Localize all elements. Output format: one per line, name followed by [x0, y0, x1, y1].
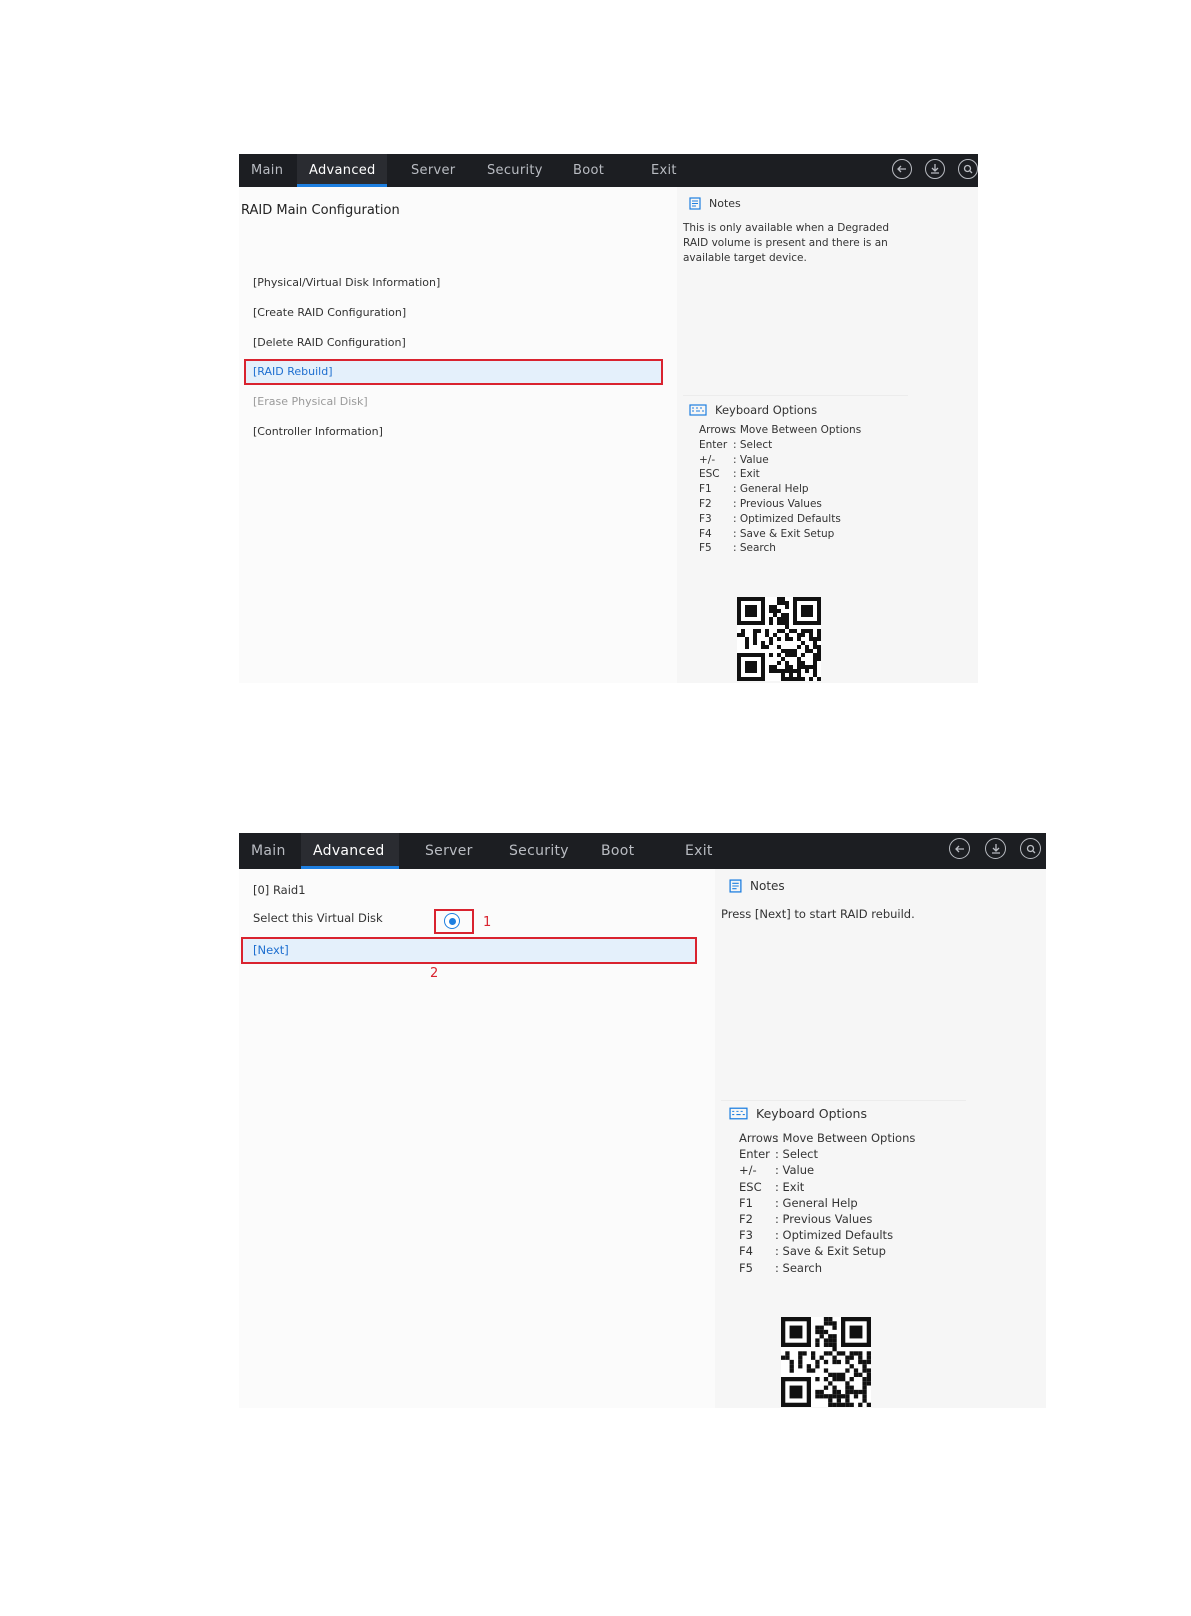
tab-server[interactable]: [399, 154, 469, 187]
tab-label: Exit: [685, 843, 713, 859]
keyboard-key: Arrows: [739, 1131, 779, 1145]
keyboard-option-row: [739, 1163, 814, 1177]
keyboard-option-row: [739, 1196, 858, 1210]
keyboard-key-description: : Move Between Options: [733, 424, 862, 436]
keyboard-key-description: : Previous Values: [733, 498, 822, 510]
tab-exit[interactable]: [639, 154, 699, 187]
keyboard-key: F5: [739, 1260, 753, 1275]
keyboard-option-row: [699, 424, 861, 436]
back-icon[interactable]: [892, 159, 912, 179]
keyboard-key-description: : Select: [733, 438, 773, 451]
menu-item-raid-rebuild[interactable]: [RAID Rebuild]: [253, 365, 333, 378]
virtual-disk-label: [0] Raid1: [253, 883, 306, 897]
notes-text: Press [Next] to start RAID rebuild.: [721, 907, 915, 921]
radio-dot: [449, 918, 456, 925]
screenshot-raid-main: [239, 154, 978, 683]
keyboard-key: Enter: [699, 438, 728, 451]
keyboard-key-description: : Select: [775, 1147, 819, 1162]
keyboard-option-row: [699, 528, 834, 540]
keyboard-option-row: [739, 1244, 886, 1258]
keyboard-key: +/-: [699, 453, 716, 466]
notes-text: This is only available when a Degraded RAID volume is present and there is an available target device.: [683, 222, 890, 264]
keyboard-key-description: : Search: [775, 1260, 823, 1275]
keyboard-key-description: : Value: [733, 453, 769, 466]
notes-title: Notes: [709, 197, 741, 210]
right-panel: [715, 869, 1046, 1408]
keyboard-key: F2: [739, 1212, 753, 1226]
tab-label: Boot: [573, 163, 605, 178]
keyboard-options-title: Keyboard Options: [715, 403, 818, 417]
tab-label: Exit: [651, 163, 677, 178]
tab-label: Security: [509, 843, 569, 859]
tab-label: Main: [251, 163, 284, 178]
left-panel: [239, 869, 713, 1408]
tab-label: Boot: [601, 843, 635, 859]
keyboard-option-row: [699, 454, 769, 466]
keyboard-key-description: : Save & Exit Setup: [733, 527, 835, 540]
keyboard-option-row: [739, 1228, 893, 1242]
search-icon[interactable]: [958, 159, 978, 179]
menu-item-disk-information[interactable]: [Physical/Virtual Disk Information]: [253, 276, 441, 289]
tab-exit[interactable]: [673, 833, 735, 869]
keyboard-key-description: : Optimized Defaults: [733, 512, 841, 525]
save-icon[interactable]: [925, 159, 945, 179]
keyboard-key: Enter: [739, 1147, 770, 1162]
qr-code: [781, 1317, 871, 1407]
qr-code: [737, 597, 821, 681]
tab-label: Security: [487, 163, 543, 178]
keyboard-option-row: [739, 1212, 872, 1226]
tab-advanced[interactable]: [301, 833, 399, 869]
keyboard-key: F2: [699, 498, 712, 510]
keyboard-icon: [689, 404, 707, 416]
notes-icon: [689, 197, 701, 210]
keyboard-key-description: : General Help: [775, 1195, 858, 1210]
select-virtual-disk-label: Select this Virtual Disk: [253, 911, 383, 925]
keyboard-key-description: : Optimized Defaults: [775, 1228, 894, 1243]
keyboard-option-row: [699, 542, 776, 554]
keyboard-key: F1: [699, 483, 712, 496]
menu-item-erase-physical-disk: [Erase Physical Disk]: [253, 395, 368, 408]
keyboard-key: ESC: [699, 468, 720, 481]
tab-boot[interactable]: [561, 154, 621, 187]
tab-label: Server: [411, 163, 456, 178]
keyboard-option-row: [739, 1131, 915, 1145]
tab-main[interactable]: [239, 833, 294, 869]
keyboard-option-row: [699, 483, 809, 495]
next-annotation-box: [241, 937, 697, 964]
keyboard-key: +/-: [739, 1163, 757, 1178]
keyboard-key-description: : Exit: [775, 1179, 805, 1194]
keyboard-key: Arrows: [699, 424, 735, 436]
keyboard-key: F1: [739, 1195, 753, 1210]
tab-security[interactable]: [497, 833, 579, 869]
tab-label: Advanced: [313, 843, 385, 859]
select-virtual-disk-radio[interactable]: [444, 913, 460, 929]
tab-boot[interactable]: [589, 833, 651, 869]
notes-header: [729, 879, 785, 893]
keyboard-option-row: [699, 498, 822, 510]
keyboard-key-description: : Exit: [733, 468, 760, 481]
top-menu-bar: [239, 154, 978, 187]
tab-advanced[interactable]: [297, 154, 387, 187]
menu-item-create-raid[interactable]: [Create RAID Configuration]: [253, 306, 407, 319]
keyboard-key-description: : Move Between Options: [775, 1131, 916, 1145]
notes-title: Notes: [750, 879, 785, 893]
keyboard-key: ESC: [739, 1179, 762, 1194]
tab-server[interactable]: [413, 833, 483, 869]
keyboard-key: F4: [739, 1244, 753, 1259]
keyboard-key: F5: [699, 542, 712, 555]
keyboard-key-description: : General Help: [733, 483, 809, 496]
keyboard-options-header: [729, 1106, 867, 1121]
keyboard-key-description: : Search: [733, 542, 776, 555]
keyboard-key-description: : Value: [775, 1163, 815, 1178]
annotation-marker-2: 2: [430, 966, 439, 981]
right-panel: [677, 187, 978, 683]
keyboard-option-row: [699, 468, 760, 480]
keyboard-option-row: [739, 1147, 818, 1161]
divider: [683, 395, 908, 396]
notes-header: [689, 197, 741, 210]
keyboard-option-row: [739, 1261, 822, 1275]
menu-item-delete-raid[interactable]: [Delete RAID Configuration]: [253, 336, 406, 349]
tab-security[interactable]: [475, 154, 555, 187]
menu-item-controller-information[interactable]: [Controller Information]: [253, 425, 383, 438]
tab-main[interactable]: [239, 154, 294, 187]
keyboard-option-row: [699, 513, 841, 525]
page-title: RAID Main Configuration: [241, 203, 400, 218]
back-icon[interactable]: [949, 838, 970, 859]
keyboard-key: F3: [699, 512, 712, 525]
keyboard-key-description: : Previous Values: [775, 1212, 873, 1226]
keyboard-option-row: [739, 1180, 804, 1194]
search-icon[interactable]: [1020, 838, 1041, 859]
tab-label: Server: [425, 843, 473, 859]
annotation-marker-1: 1: [483, 915, 492, 930]
screenshot-raid-rebuild-select: [239, 833, 1046, 1408]
save-icon[interactable]: [985, 838, 1006, 859]
next-button[interactable]: [Next]: [253, 943, 289, 957]
keyboard-key-description: : Save & Exit Setup: [775, 1244, 886, 1259]
keyboard-option-row: [699, 439, 772, 451]
keyboard-key: F4: [699, 527, 712, 540]
keyboard-options-title: Keyboard Options: [756, 1106, 867, 1121]
notes-icon: [729, 879, 742, 893]
divider: [721, 1100, 966, 1101]
top-menu-bar: [239, 833, 1046, 869]
keyboard-key: F3: [739, 1228, 753, 1243]
tab-label: Advanced: [309, 163, 376, 178]
keyboard-icon: [729, 1107, 748, 1120]
keyboard-options-header: [689, 403, 817, 417]
left-panel: [239, 187, 675, 683]
tab-label: Main: [251, 843, 286, 859]
